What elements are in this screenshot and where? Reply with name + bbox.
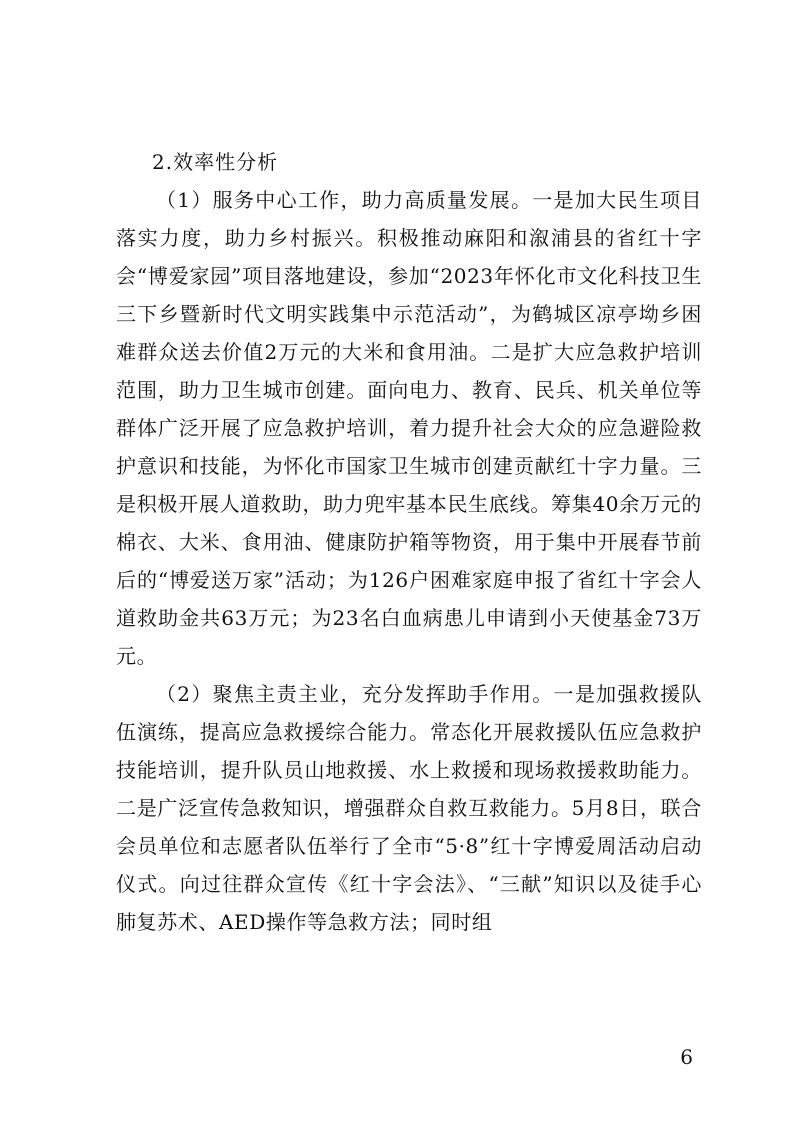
paragraph-service-center: （1）服务中心工作，助力高质量发展。一是加大民生项目落实力度，助力乡村振兴。积极推动麻阳和溆浦县的省红十字会“博爱家园”项目落地建设，参加“2023年怀化市文化科技卫生三下乡暨新时代文明实践集中示范活动”，为鹤城区凉亭坳乡困难群众送去价值2万元的大米和食用油。二是扩大应急救护培训范围，助力卫生城市创建。面向电力、教育、民兵、机关单位等群体广泛开展了应急救护培训，着力提升社会大众的应急避险救护意识和技能，为怀化市国家卫生城市创建贡献红十字力量。三是积极开展人道救助，助力兜牢基本民生底线。筹集40余万元的棉衣、大米、食用油、健康防护箱等物资，用于集中开展春节前后的“博爱送万家”活动；为126户困难家庭申报了省红十字会人道救助金共63万元；为23名白血病患儿申请到小天使基金73万元。: [116, 188, 702, 668]
page-number: 6: [680, 1045, 693, 1069]
paragraph-main-responsibility: （2）聚焦主责主业，充分发挥助手作用。一是加强救援队伍演练，提高应急救援综合能力。常态化开展救援队伍应急救护技能培训，提升队员山地救援、水上救援和现场救援救助能力。二是广泛宣传急救知识，增强群众自救互救能力。5月8日，联合会员单位和志愿者队伍举行了全市“5·8”红十字博爱周活动启动仪式。向过往群众宣传《红十字会法》、“三献”知识以及徒手心肺复苏术、AED操作等急救方法；同时组: [116, 682, 702, 934]
section-heading: 2.效率性分析: [152, 150, 279, 174]
document-body: [116, 143, 702, 941]
